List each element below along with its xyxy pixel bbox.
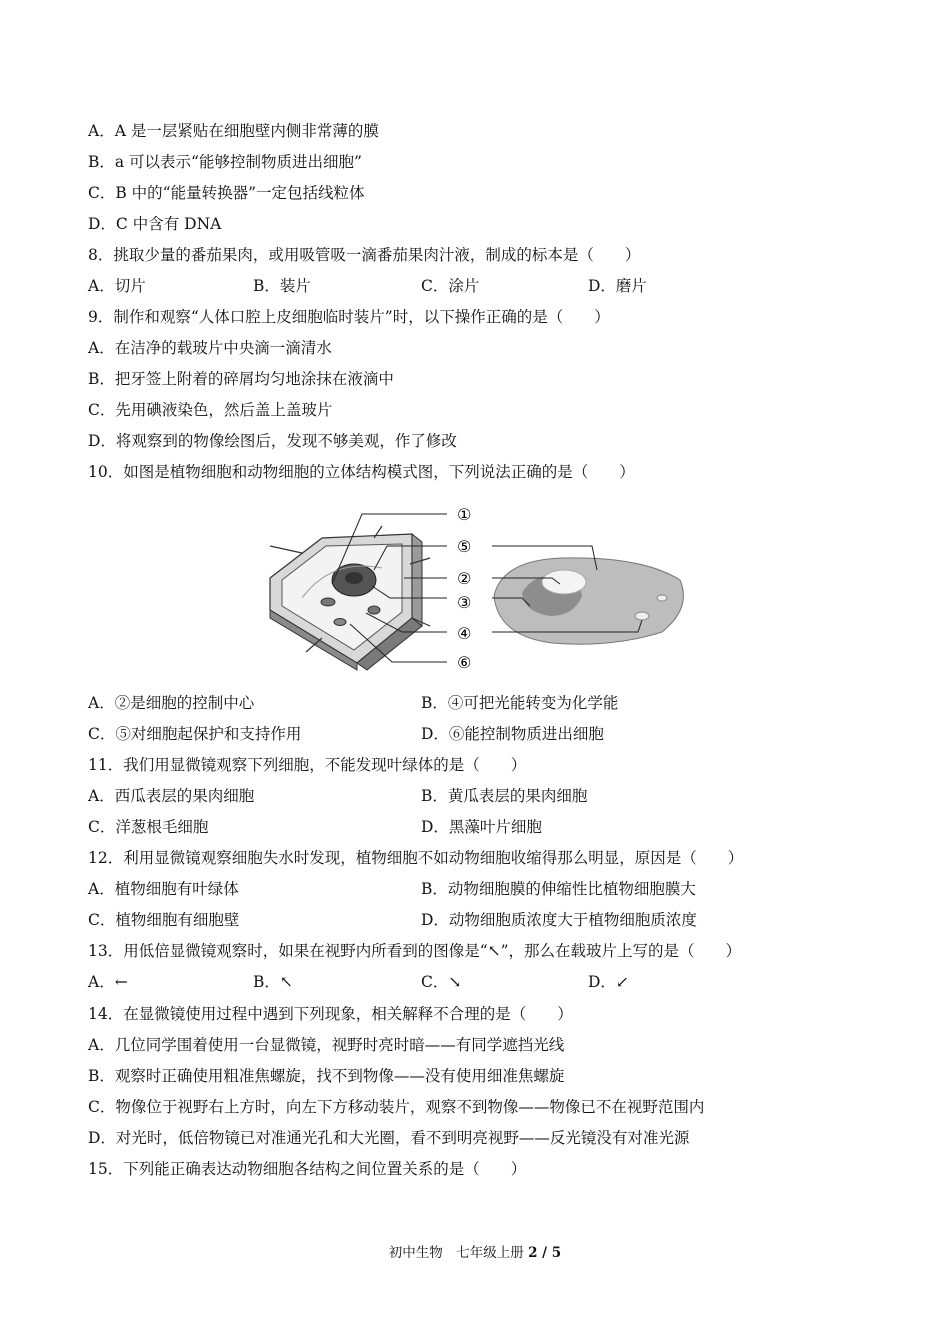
q11-option-d: D．黑藻叶片细胞 xyxy=(421,818,542,836)
q8-option-c: C．涂片 xyxy=(421,277,480,295)
q7-option-a: A．A 是一层紧贴在细胞壁内侧非常薄的膜 xyxy=(88,122,379,140)
label-3: ③ xyxy=(457,593,472,612)
q13-option-b: B．↖ xyxy=(253,973,293,991)
q10-option-a: A．②是细胞的控制中心 xyxy=(88,694,255,712)
q7-option-b: B．a 可以表示“能够控制物质进出细胞” xyxy=(88,153,362,171)
q9-option-a: A．在洁净的载玻片中央滴一滴清水 xyxy=(88,339,332,357)
q13-option-a: A．← xyxy=(88,973,128,991)
q9-option-b: B．把牙签上附着的碎屑均匀地涂抹在液滴中 xyxy=(88,370,394,388)
animal-cell-drawing xyxy=(494,558,683,644)
q7-option-c: C．B 中的“能量转换器”一定包括线粒体 xyxy=(88,184,365,202)
q14-option-b: B．观察时正确使用粗准焦螺旋，找不到物像——没有使用细准焦螺旋 xyxy=(88,1067,565,1085)
q12-option-a: A．植物细胞有叶绿体 xyxy=(88,880,239,898)
label-4: ④ xyxy=(457,624,472,643)
cell-structure-figure xyxy=(262,498,692,678)
q12-option-c: C．植物细胞有细胞壁 xyxy=(88,911,240,929)
q7-option-d: D．C 中含有 DNA xyxy=(88,215,222,233)
label-1: ① xyxy=(457,505,472,524)
q9-option-d: D．将观察到的物像绘图后，发现不够美观，作了修改 xyxy=(88,432,457,450)
q11-option-b: B．黄瓜表层的果肉细胞 xyxy=(421,787,588,805)
q11-option-a: A．西瓜表层的果肉细胞 xyxy=(88,787,255,805)
footer-page-number: 2 / 5 xyxy=(528,1245,562,1261)
q9-option-c: C．先用碘液染色，然后盖上盖玻片 xyxy=(88,401,333,419)
q8-option-a: A．切片 xyxy=(88,277,146,295)
q12-option-d: D．动物细胞质浓度大于植物细胞质浓度 xyxy=(421,911,697,929)
q11-option-c: C．洋葱根毛细胞 xyxy=(88,818,209,836)
label-2: ② xyxy=(457,569,472,588)
q10-option-c: C．⑤对细胞起保护和支持作用 xyxy=(88,725,302,743)
label-6: ⑥ xyxy=(457,653,472,672)
question-14: 14．在显微镜使用过程中遇到下列现象，相关解释不合理的是（ ） xyxy=(88,1005,573,1023)
question-8: 8．挑取少量的番茄果肉，或用吸管吸一滴番茄果肉汁液，制成的标本是（ ） xyxy=(88,246,641,264)
question-12: 12．利用显微镜观察细胞失水时发现，植物细胞不如动物细胞收缩得那么明显，原因是（ ） xyxy=(88,849,744,867)
q14-option-c: C．物像位于视野右上方时，向左下方移动装片，观察不到物像——物像已不在视野范围内 xyxy=(88,1098,705,1116)
q10-option-d: D．⑥能控制物质进出细胞 xyxy=(421,725,604,743)
page-footer xyxy=(0,1244,950,1262)
q10-option-b: B．④可把光能转变为化学能 xyxy=(421,694,619,712)
label-5: ⑤ xyxy=(457,537,472,556)
question-13: 13．用低倍显微镜观察时，如果在视野内所看到的图像是“↖”，那么在载玻片上写的是（ ） xyxy=(88,942,742,960)
q8-option-d: D．磨片 xyxy=(588,277,647,295)
question-9: 9．制作和观察“人体口腔上皮细胞临时装片”时，以下操作正确的是（ ） xyxy=(88,308,610,326)
q8-option-b: B．装片 xyxy=(253,277,311,295)
question-10: 10．如图是植物细胞和动物细胞的立体结构模式图，下列说法正确的是（ ） xyxy=(88,463,635,481)
q12-option-b: B．动物细胞膜的伸缩性比植物细胞膜大 xyxy=(421,880,696,898)
question-11: 11．我们用显微镜观察下列细胞，不能发现叶绿体的是（ ） xyxy=(88,756,527,774)
q14-option-a: A．几位同学围着使用一台显微镜，视野时亮时暗——有同学遮挡光线 xyxy=(88,1036,565,1054)
q13-option-c: C．↘ xyxy=(421,973,462,991)
q13-option-d: D．↙ xyxy=(588,973,629,991)
footer-subject: 初中生物 七年级上册 xyxy=(388,1245,529,1261)
q14-option-d: D．对光时，低倍物镜已对准通光孔和大光圈，看不到明亮视野——反光镜没有对准光源 xyxy=(88,1129,690,1147)
question-15: 15．下列能正确表达动物细胞各结构之间位置关系的是（ ） xyxy=(88,1160,527,1178)
